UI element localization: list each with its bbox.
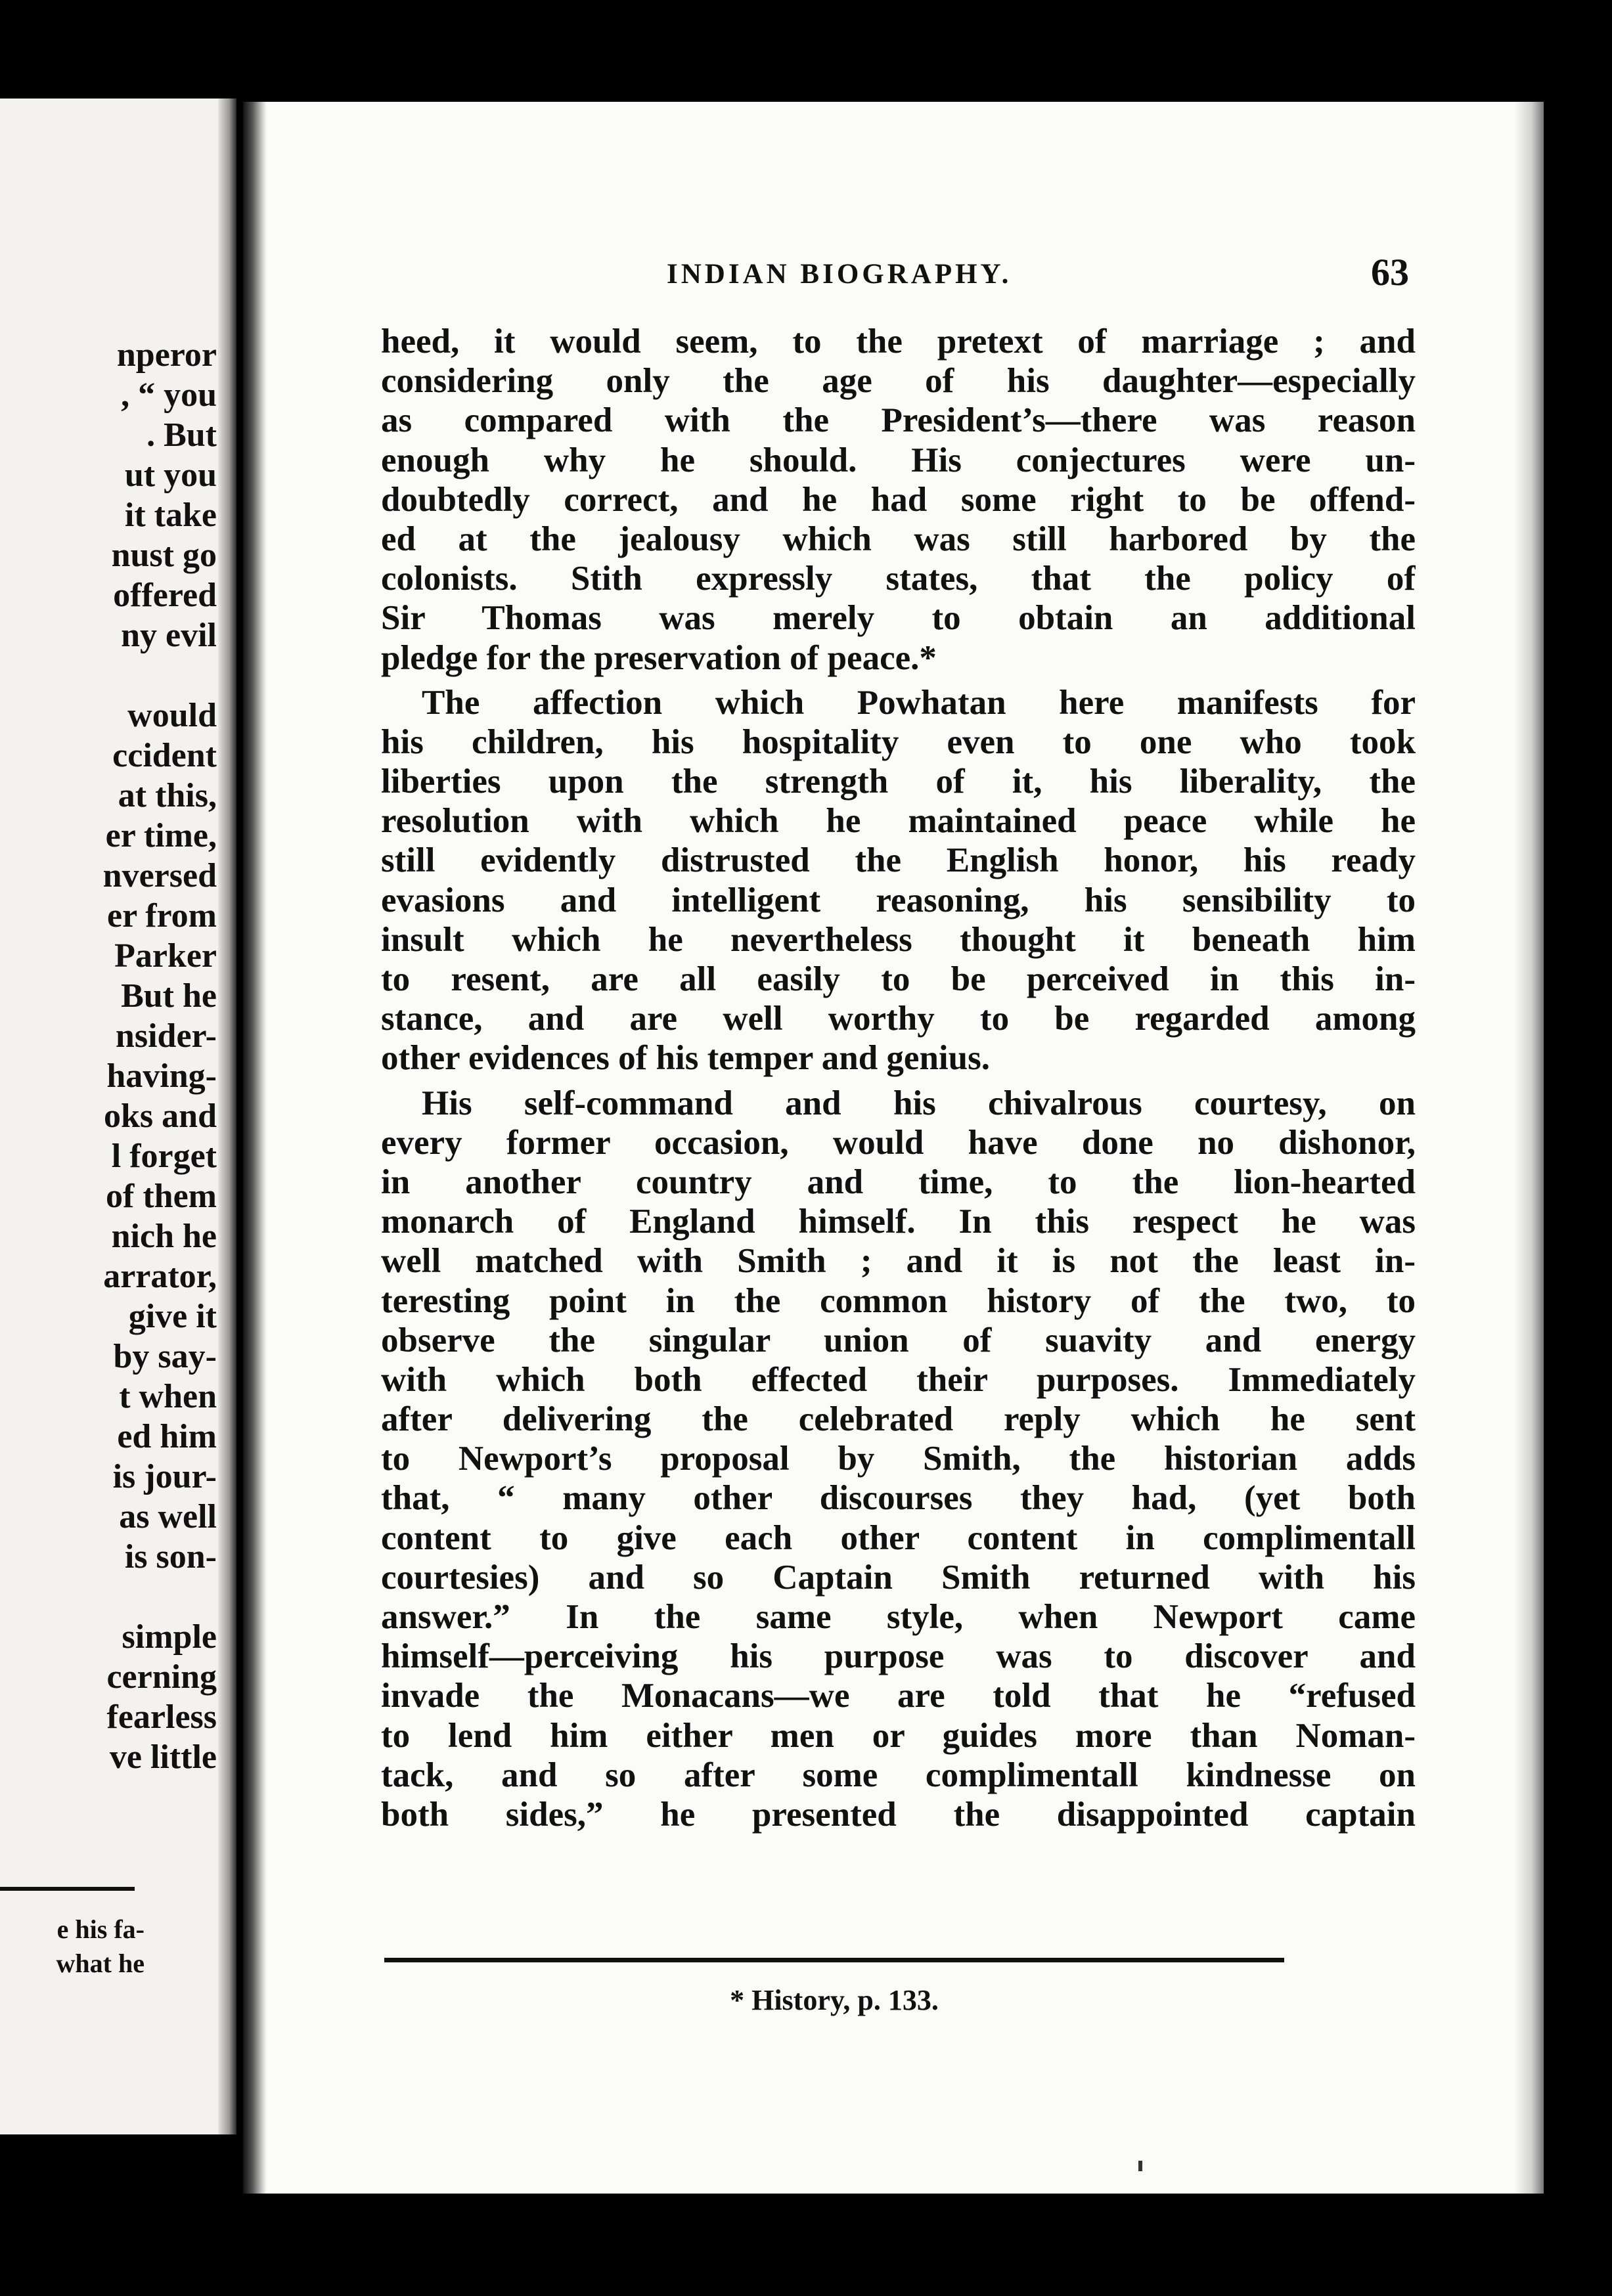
- facing-page-line: ny evil: [121, 617, 217, 654]
- facing-page-line: simple: [122, 1618, 217, 1656]
- facing-page-line: is son-: [124, 1538, 217, 1576]
- facing-page-line: ed him: [117, 1418, 217, 1455]
- facing-page-line: arrator,: [103, 1258, 217, 1295]
- text-line: invade the Monacans—we are told that he “refused: [381, 1677, 1416, 1715]
- footnote-rule: [384, 1958, 1284, 1962]
- text-line: both sides,” he presented the disappointed captain: [381, 1795, 1416, 1834]
- facing-page-line: at this,: [118, 777, 217, 814]
- facing-page-line: . But: [146, 416, 217, 454]
- page-number: 63: [1371, 251, 1409, 294]
- text-line: answer.” In the same style, when Newport came: [381, 1598, 1416, 1636]
- facing-page-line: ve little: [109, 1738, 217, 1776]
- text-line: liberties upon the strength of it, his liberality, the: [381, 762, 1416, 801]
- facing-page-line: nich he: [111, 1218, 217, 1255]
- text-line: The affection which Powhatan here manifests for: [422, 683, 1416, 722]
- facing-page-line: nsider-: [115, 1017, 217, 1055]
- text-line: insult which he nevertheless thought it beneath him: [381, 920, 1416, 959]
- facing-page-line: offered: [113, 577, 217, 614]
- text-line: evasions and intelligent reasoning, his sensibility to: [381, 881, 1416, 919]
- facing-page-line: nust go: [111, 537, 217, 574]
- facing-page-line: would: [127, 697, 217, 734]
- facing-page-line: [0, 655, 217, 695]
- text-line: considering only the age of his daughter—especially: [381, 362, 1416, 401]
- text-line: other evidences of his temper and genius.: [381, 1039, 991, 1078]
- facing-page-line: cerning: [106, 1658, 217, 1696]
- facing-page-fragment: [0, 99, 236, 2134]
- text-line: stance, and are well worthy to be regarded among: [381, 1000, 1416, 1038]
- text-line: after delivering the celebrated reply which he sent: [381, 1400, 1416, 1439]
- text-line: observe the singular union of suavity and energy: [381, 1321, 1416, 1359]
- facing-page-line: fearless: [106, 1698, 217, 1736]
- body-text: [381, 322, 1416, 1834]
- facing-page-line: is jour-: [112, 1458, 217, 1495]
- text-line: ed at the jealousy which was still harbored by the: [381, 519, 1416, 558]
- text-line: himself—perceiving his purpose was to discover and: [381, 1637, 1416, 1676]
- facing-page-line: [0, 1577, 217, 1617]
- text-line: resolution with which he maintained peace while he: [381, 802, 1416, 841]
- facing-page-line: ccident: [112, 737, 217, 774]
- facing-page-line: of them: [106, 1178, 217, 1215]
- text-line: his children, his hospitality even to one who took: [381, 722, 1416, 761]
- ink-speck: [1138, 2161, 1142, 2171]
- facing-page-line: l forget: [111, 1137, 217, 1175]
- text-line: colonists. Stith expressly states, that the policy of: [381, 560, 1416, 598]
- text-line: content to give each other content in complimentall: [381, 1518, 1416, 1557]
- text-line: to Newport’s proposal by Smith, the historian adds: [381, 1440, 1416, 1478]
- running-title: INDIAN BIOGRAPHY.: [667, 259, 1012, 290]
- facing-page-line: by say-: [113, 1338, 217, 1375]
- text-line: to lend him either men or guides more than Noman-: [381, 1716, 1416, 1755]
- facing-page-line: , “ you: [121, 376, 217, 414]
- facing-page-line: having-: [106, 1057, 217, 1095]
- left-gutter-shadow: [218, 99, 236, 2134]
- text-line: enough why he should. His conjectures were un-: [381, 441, 1416, 479]
- text-line: His self-command and his chivalrous courtesy, on: [422, 1084, 1416, 1122]
- text-line: monarch of England himself. In this respect he was: [381, 1203, 1416, 1241]
- facing-page-line: er time,: [105, 817, 217, 854]
- facing-page-text: [0, 335, 217, 1777]
- text-line: to resent, are all easily to be perceived in this in-: [381, 960, 1416, 998]
- text-line: well matched with Smith ; and it is not the least in-: [381, 1242, 1416, 1281]
- running-head: [381, 251, 1409, 304]
- text-line: doubtedly correct, and he had some right to be offend-: [381, 480, 1416, 519]
- facing-page-line: t when: [119, 1378, 217, 1415]
- facing-page-line: Parker: [114, 937, 217, 975]
- facing-page-note-line: e his fa-: [56, 1914, 145, 1944]
- facing-page-line: it take: [124, 497, 217, 534]
- book-page: [256, 102, 1544, 2194]
- text-line: in another country and time, to the lion-hearted: [381, 1162, 1416, 1201]
- page-spine-shadow: [243, 102, 267, 2194]
- paragraph-gap: [381, 1078, 1416, 1084]
- facing-page-line: oks and: [104, 1097, 217, 1135]
- facing-page-footnote-rule: [0, 1887, 135, 1891]
- footnote: * History, p. 133.: [730, 1984, 939, 2016]
- facing-page-line: give it: [128, 1298, 217, 1335]
- facing-page-line: ut you: [124, 456, 217, 494]
- facing-page-note-line: what he: [56, 1949, 145, 1978]
- facing-page-footnote: [0, 1912, 217, 1981]
- text-line: teresting point in the common history of the two, to: [381, 1281, 1416, 1320]
- text-line: as compared with the President’s—there was reason: [381, 401, 1416, 440]
- facing-page-line: er from: [107, 897, 217, 935]
- facing-page-line: nversed: [102, 857, 217, 894]
- text-line: that, “ many other discourses they had, (yet both: [381, 1479, 1416, 1518]
- facing-page-line: as well: [119, 1498, 217, 1535]
- text-line: Sir Thomas was merely to obtain an additional: [381, 599, 1416, 638]
- text-line: with which both effected their purposes. Immediately: [381, 1360, 1416, 1399]
- facing-page-line: But he: [121, 977, 217, 1015]
- text-line: courtesies) and so Captain Smith returned with his: [381, 1558, 1416, 1597]
- text-line: pledge for the preservation of peace.*: [381, 638, 937, 677]
- text-line: still evidently distrusted the English honor, his ready: [381, 841, 1416, 880]
- page-edge-shadow: [1514, 102, 1544, 2194]
- paragraph-gap: [381, 678, 1416, 683]
- facing-page-line: nperor: [116, 336, 217, 374]
- text-line: heed, it would seem, to the pretext of marriage ; and: [381, 322, 1416, 361]
- text-line: every former occasion, would have done no dishonor,: [381, 1123, 1416, 1162]
- text-line: tack, and so after some complimentall kindnesse on: [381, 1755, 1416, 1794]
